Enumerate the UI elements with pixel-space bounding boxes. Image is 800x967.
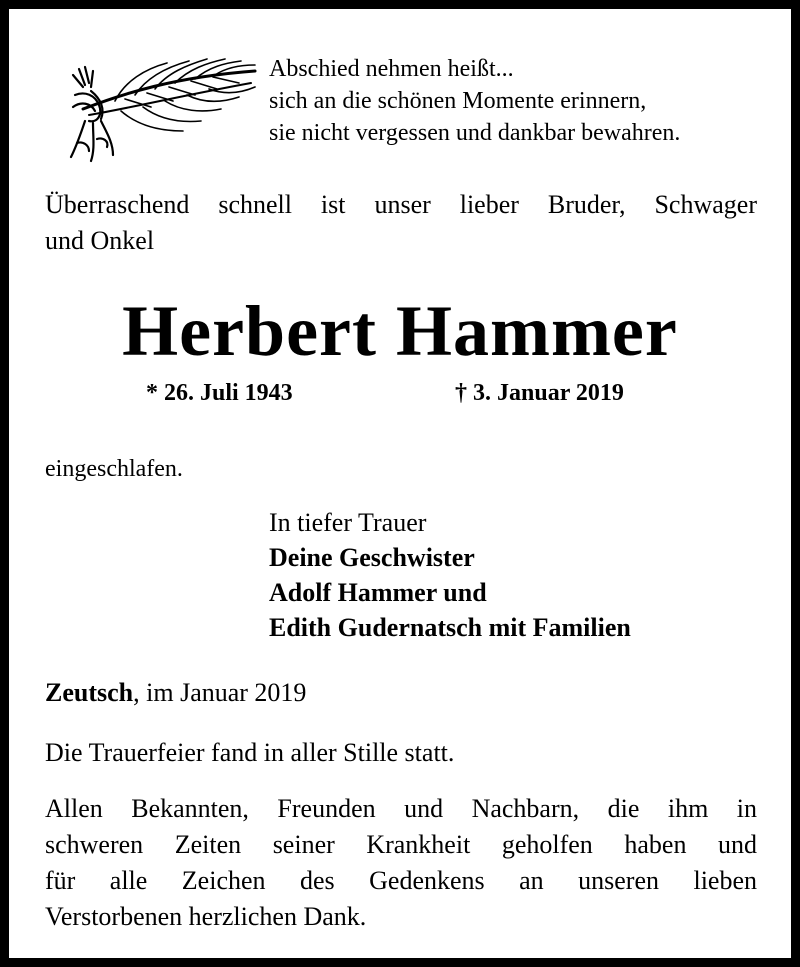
thanks-paragraph — [45, 791, 757, 935]
birth-date: * 26. Juli 1943 — [146, 380, 293, 406]
mourners-block — [269, 505, 631, 645]
place-date-text: , im Januar 2019 — [133, 678, 307, 707]
place-date — [45, 675, 306, 711]
quote-line: Abschied nehmen heißt... — [269, 56, 514, 82]
mourner-line: Adolf Hammer und — [269, 578, 487, 607]
opening-quote — [269, 53, 680, 149]
quote-line: sich an die schönen Momente erinnern, — [269, 88, 647, 114]
thanks-line: Verstorbenen herzlichen Dank. — [45, 902, 367, 931]
thanks-line: schweren Zeiten seiner Krankheit geholfen haben und — [45, 830, 757, 859]
palm-branch-icon — [55, 51, 263, 163]
intro-text — [45, 187, 757, 259]
deceased-name: Herbert Hammer — [122, 291, 678, 371]
place-town: Zeutsch — [45, 678, 134, 707]
mourner-line: Edith Gudernatsch mit Familien — [269, 613, 631, 642]
thanks-line: für alle Zeichen des Gedenkens an unseren lieben — [45, 866, 757, 895]
intro-line: Überraschend schnell ist unser lieber Bruder, Schwager — [45, 190, 757, 219]
death-date: † 3. Januar 2019 — [455, 380, 624, 406]
intro-line: und Onkel — [45, 226, 155, 255]
mourners-intro: In tiefer Trauer — [269, 508, 427, 537]
quote-line: sie nicht vergessen und dankbar bewahren. — [269, 120, 681, 146]
funeral-note: Die Trauerfeier fand in aller Stille statt. — [45, 738, 455, 767]
thanks-line: Allen Bekannten, Freunden und Nachbarn, die ihm in — [45, 794, 757, 823]
mourner-line: Deine Geschwister — [269, 543, 475, 572]
status-text: eingeschlafen. — [45, 456, 183, 482]
